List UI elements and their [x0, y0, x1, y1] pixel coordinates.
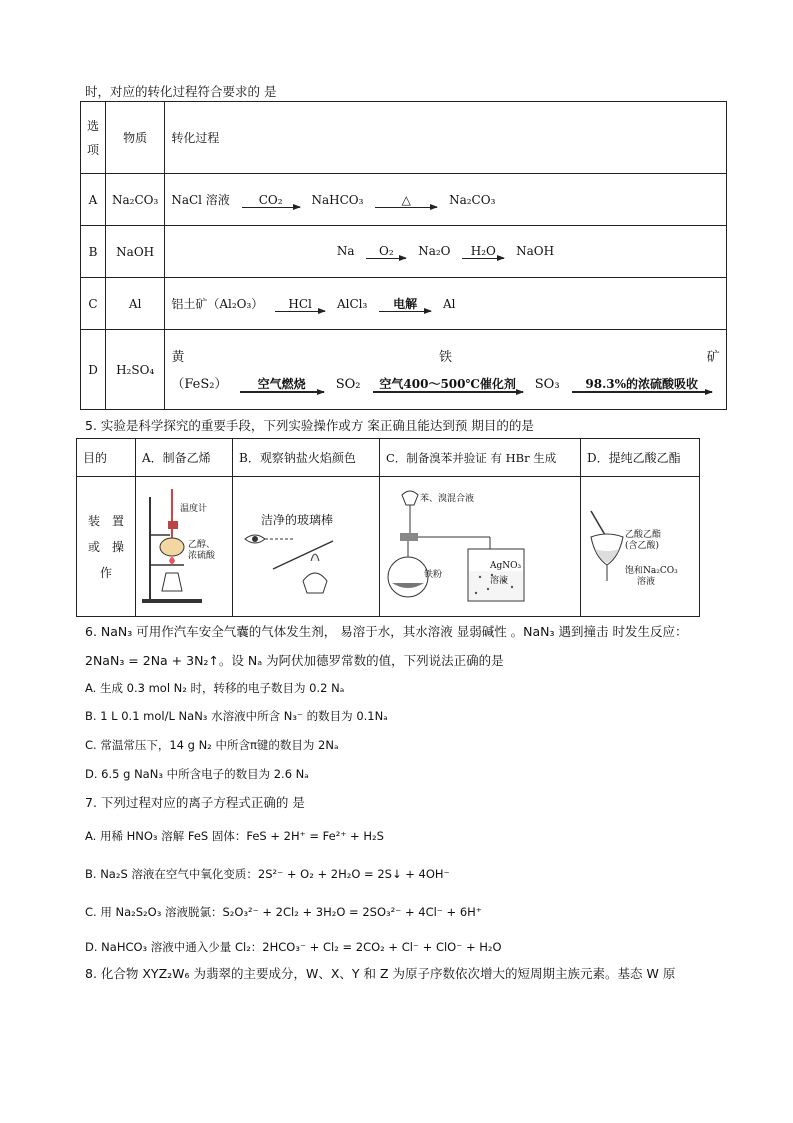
col-a: A．制备乙烯 [136, 439, 233, 477]
d-mid-2: SO₃ [534, 377, 560, 392]
col-c: C．制备溴苯并验证 有 HBr 生成 [380, 439, 581, 477]
q5-stem: 5. 实验是科学探究的重要手段，下列实验操作或方 案正确且能达到预 期目的的是 [85, 418, 534, 433]
apparatus-b [233, 477, 380, 617]
label-benzene-bromine: 苯、溴混合液 [420, 494, 475, 504]
intro-line: 时，对应的转化过程符合要求的 是 [85, 84, 277, 99]
label-thermometer: 温度计 [180, 504, 208, 514]
b-arrow-1: O₂ [362, 244, 410, 259]
label-na2co3: 饱和Na₂CO₃ [625, 566, 678, 576]
label-ethanol: 乙醇、 [188, 540, 216, 550]
bromobenzene-setup-diagram [380, 477, 580, 613]
a-arrow-2: △ [371, 193, 441, 208]
label-glass-rod: 洁净的玻璃棒 [261, 513, 334, 527]
row-c-label: C [81, 278, 106, 330]
d-mid-1: SO₂ [335, 377, 361, 392]
row-b-substance: NaOH [106, 226, 165, 278]
d-arrow-3: 98.3%的浓硫酸吸收 [568, 377, 716, 393]
label-d-solution: 溶液 [637, 577, 656, 587]
flame-test-diagram [233, 477, 379, 613]
label-iron-powder: 铁粉 [424, 570, 443, 580]
row-d-label: D [81, 330, 106, 410]
row-b-label: B [81, 226, 106, 278]
header-option: 选项 [81, 102, 106, 174]
header-substance: 物质 [106, 102, 165, 174]
a-end: Na₂CO₃ [449, 193, 496, 207]
a-arrow-1: CO₂ [238, 193, 304, 208]
d-arrow-1: 空气燃烧 [236, 377, 328, 393]
col-d: D．提纯乙酸乙酯 [581, 439, 700, 477]
label-sulfuric-acid: 浓硫酸 [188, 551, 216, 561]
row-apparatus-label: 装 置 或 操 作 [77, 477, 136, 617]
q7-option-d: D. NaHCO₃ 溶液中通入少量 Cl₂：2HCO₃⁻ + Cl₂ = 2CO₂ + Cl⁻ + ClO⁻ + H₂O [85, 940, 502, 954]
c-mid: AlCl₃ [336, 297, 368, 311]
d-arrow-2: 空气400～500℃催化剂 [369, 377, 527, 393]
row-b-process [165, 226, 726, 278]
row-c-substance: Al [106, 278, 165, 330]
label-ethyl-acetate: 乙酸乙酯 [625, 530, 662, 540]
q6-line-2: 2NaN₃ = 2Na + 3N₂↑。设 Nₐ 为阿伏加德罗常数的值，下列说法正确的是 [85, 653, 504, 668]
q7-stem: 7. 下列过程对应的离子方程式正确的 是 [85, 795, 305, 810]
d-word-2: 铁 [439, 350, 453, 365]
col-b: B．观察钠盐火焰颜色 [233, 439, 380, 477]
q6-option-d: D. 6.5 g NaN₃ 中所含电子的数目为 2.6 Nₐ [85, 767, 309, 781]
d-word-1: 黄 [171, 350, 185, 365]
b-mid: Na₂O [418, 244, 451, 258]
q6-line-1: 6. NaN₃ 可用作汽车安全气囊的气体发生剂， 易溶于水，其水溶液 显弱碱性 。NaN₃ 遇到撞击 时发生反应： [85, 624, 688, 639]
a-start: NaCl 溶液 [171, 193, 230, 207]
row-a-substance: Na₂CO₃ [106, 174, 165, 226]
label-agno3: AgNO₃ [490, 561, 522, 571]
label-solution: 溶液 [490, 576, 509, 586]
apparatus-c [380, 477, 581, 617]
b-end: NaOH [516, 244, 555, 258]
header-process: 转化过程 [165, 102, 726, 174]
q7-option-b: B. Na₂S 溶液在空气中氧化变质：2S²⁻ + O₂ + 2H₂O = 2S↓ + 4OH⁻ [85, 867, 450, 881]
row-d-substance: H₂SO₄ [106, 330, 165, 410]
col-purpose: 目的 [77, 439, 136, 477]
c-end: Al [442, 297, 456, 311]
ethylene-setup-diagram [136, 477, 232, 613]
q8-stem: 8. 化合物 XYZ₂W₆ 为翡翠的主要成分，W、X、Y 和 Z 为原子序数依次增大的短周期主族元素。基态 W 原 [85, 966, 676, 981]
conversion-table [80, 101, 727, 410]
label-contains-acid: (含乙酸) [625, 541, 660, 551]
row-a-process [165, 174, 726, 226]
q6-option-a: A. 生成 0.3 mol N₂ 时，转移的电子数目为 0.2 Nₐ [85, 681, 345, 695]
d-start: （FeS₂） [171, 377, 228, 392]
q7-option-c: C. 用 Na₂S₂O₃ 溶液脱氯：S₂O₃²⁻ + 2Cl₂ + 3H₂O = 2SO₃²⁻ + 4Cl⁻ + 6H⁺ [85, 905, 482, 919]
q6-option-c: C. 常温常压下，14 g N₂ 中所含π键的数目为 2Nₐ [85, 738, 339, 752]
c-start: 铝土矿（Al₂O₃） [171, 297, 264, 311]
q6-option-b: B. 1 L 0.1 mol/L NaN₃ 水溶液中所含 N₃⁻ 的数目为 0.1Nₐ [85, 709, 388, 723]
row-a-label: A [81, 174, 106, 226]
b-start: Na [336, 244, 355, 258]
b-arrow-2: H₂O [458, 244, 508, 259]
c-arrow-1: HCl [271, 297, 329, 312]
d-word-3: 矿 [706, 350, 720, 365]
apparatus-a [136, 477, 233, 617]
apparatus-d [581, 477, 700, 617]
row-c-process [165, 278, 726, 330]
c-arrow-2: 电解 [375, 297, 435, 312]
q7-option-a: A. 用稀 HNO₃ 溶解 FeS 固体：FeS + 2H⁺ = Fe²⁺ + H₂S [85, 829, 384, 843]
a-mid: NaHCO₃ [311, 193, 364, 207]
experiment-table [76, 438, 700, 617]
row-d-process [165, 330, 726, 410]
